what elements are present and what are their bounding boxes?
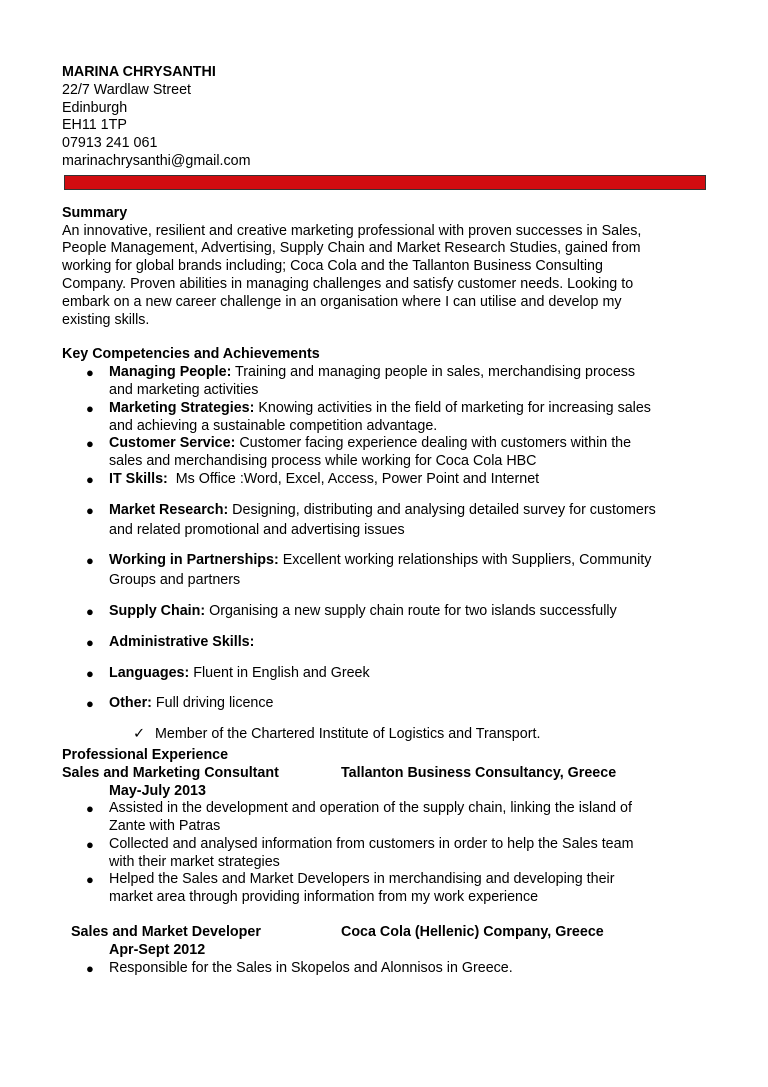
summary-line: People Management, Advertising, Supply Chain and Market Research Studies, gained from [62, 240, 641, 257]
duty-text-cont: Zante with Patras [109, 818, 221, 835]
bullet-icon: ● [86, 400, 94, 416]
list-item [62, 836, 712, 872]
item-text-cont: and related promotional and advertising issues [109, 521, 405, 538]
address-city: Edinburgh [62, 99, 128, 116]
candidate-name: MARINA CHRYSANTHI [62, 64, 216, 80]
job-title: Sales and Market Developer [71, 924, 261, 941]
bullet-icon: ● [86, 553, 94, 569]
item-label: Administrative Skills: [109, 633, 255, 650]
job-duties [62, 960, 712, 978]
item-text: Organising a new supply chain route for two islands successfully [205, 602, 617, 619]
item-text: Training and managing people in sales, merchandising process [231, 364, 636, 381]
job-duties [62, 800, 712, 907]
bullet-icon: ● [86, 696, 94, 712]
bullet-icon: ● [86, 603, 94, 619]
address-postcode: EH11 1TP [62, 117, 127, 134]
item-text: Designing, distributing and analysing detailed survey for customers [228, 501, 656, 518]
item-label: Supply Chain: [109, 602, 206, 619]
item-text-cont: Groups and partners [109, 572, 241, 589]
competencies-list [62, 364, 712, 713]
job-company: Tallanton Business Consultancy, Greece [341, 764, 617, 781]
summary-line: embark on a new career challenge in an organisation where I can utilise and develop my [62, 293, 622, 310]
item-text: Excellent working relationships with Suppliers, Community [278, 552, 652, 569]
bullet-icon: ● [86, 960, 94, 976]
competencies-title: Key Competencies and Achievements [62, 346, 320, 363]
header-divider-bar [64, 175, 706, 190]
phone-number: 07913 241 061 [62, 135, 158, 152]
job-header [62, 924, 712, 942]
list-item [62, 695, 712, 713]
list-item [62, 502, 712, 540]
bullet-icon: ● [86, 502, 94, 518]
list-item [62, 471, 712, 489]
item-text-cont: and achieving a sustainable competition advantage. [109, 417, 438, 434]
address-line: 22/7 Wardlaw Street [62, 81, 191, 98]
list-item [62, 665, 712, 683]
bullet-icon: ● [86, 836, 94, 852]
contact-block [62, 64, 712, 171]
email-address: marinachrysanthi@gmail.com [62, 152, 251, 169]
bullet-icon: ● [86, 801, 94, 817]
item-text: Knowing activities in the field of marketing for increasing sales [254, 399, 651, 416]
list-item [62, 552, 712, 590]
bullet-icon: ● [86, 436, 94, 452]
experience-section [62, 747, 712, 978]
item-text: Ms Office :Word, Excel, Access, Power Point and Internet [167, 470, 540, 487]
experience-title: Professional Experience [62, 746, 229, 763]
item-text: Full driving licence [151, 695, 274, 712]
summary-line: Company. Proven abilities in managing challenges and satisfy customer needs. Looking to [62, 275, 634, 292]
item-label: Languages: [109, 664, 190, 681]
list-item [62, 435, 712, 471]
check-list-item [62, 726, 712, 744]
job-title: Sales and Marketing Consultant [62, 764, 279, 781]
job-company: Coca Cola (Hellenic) Company, Greece [341, 924, 604, 941]
item-text-cont: sales and merchandising process while working for Coca Cola HBC [109, 453, 537, 470]
item-label: Market Research: [109, 501, 229, 518]
check-item-text: Member of the Chartered Institute of Logistics and Transport. [155, 726, 541, 743]
duty-text: Assisted in the development and operation of the supply chain, linking the island of [109, 800, 632, 817]
job-header [62, 765, 712, 783]
item-label: IT Skills: [109, 470, 168, 487]
competencies-section [62, 346, 712, 744]
summary-line: An innovative, resilient and creative marketing professional with proven successes in Sales, [62, 222, 642, 239]
summary-line: existing skills. [62, 311, 150, 328]
cv-page [62, 64, 712, 977]
bullet-icon: ● [86, 634, 94, 650]
job-dates: May-July 2013 [109, 782, 206, 799]
summary-section [62, 205, 712, 330]
list-item [62, 960, 712, 978]
job-entry [62, 924, 712, 977]
item-label: Customer Service: [109, 435, 236, 452]
duty-text-cont: market area through providing information from my work experience [109, 889, 539, 906]
bullet-icon: ● [86, 471, 94, 487]
job-entry [62, 765, 712, 907]
checkmark-icon: ✓ [133, 726, 145, 743]
item-label: Marketing Strategies: [109, 399, 255, 416]
item-text-cont: and marketing activities [109, 381, 259, 398]
list-item [62, 871, 712, 907]
duty-text: Helped the Sales and Market Developers in merchandising and developing their [109, 871, 615, 888]
duty-text: Collected and analysed information from customers in order to help the Sales team [109, 835, 634, 852]
item-text: Customer facing experience dealing with customers within the [235, 435, 632, 452]
list-item [62, 603, 712, 621]
item-label: Working in Partnerships: [109, 552, 279, 569]
duty-text: Responsible for the Sales in Skopelos and Alonnisos in Greece. [109, 959, 513, 976]
item-label: Managing People: [109, 364, 232, 381]
list-item [62, 634, 712, 652]
item-label: Other: [109, 695, 152, 712]
list-item [62, 400, 712, 436]
bullet-icon: ● [86, 365, 94, 381]
list-item [62, 800, 712, 836]
list-item [62, 364, 712, 400]
duty-text-cont: with their market strategies [109, 853, 280, 870]
summary-title: Summary [62, 204, 128, 221]
bullet-icon: ● [86, 872, 94, 888]
job-dates: Apr-Sept 2012 [109, 941, 206, 958]
bullet-icon: ● [86, 665, 94, 681]
summary-line: working for global brands including; Coca Cola and the Tallanton Business Consulting [62, 258, 603, 275]
item-text: Fluent in English and Greek [189, 664, 370, 681]
